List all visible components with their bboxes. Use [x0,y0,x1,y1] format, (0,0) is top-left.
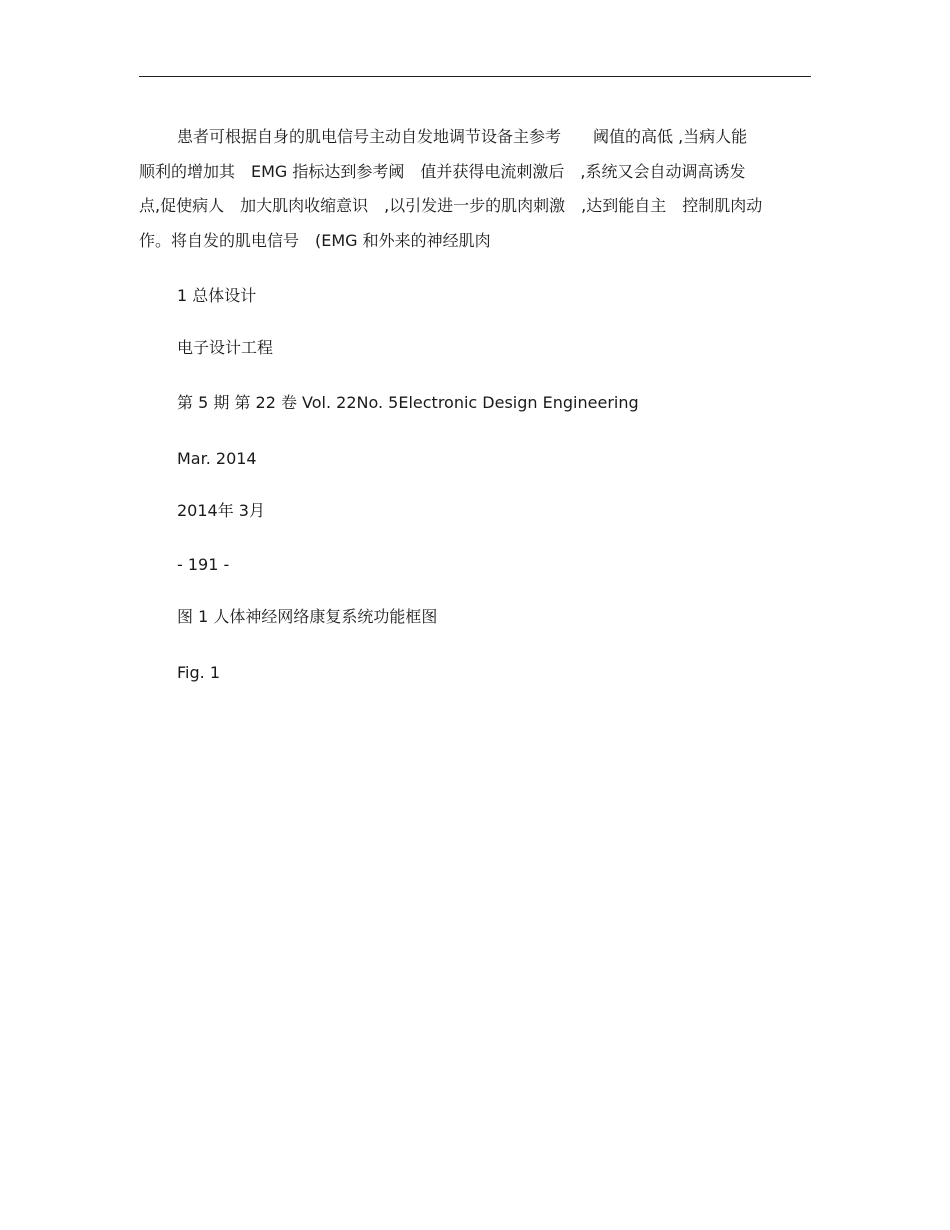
body-paragraph [139,120,811,258]
paragraph-line-4: 作。将自发的肌电信号 (EMG 和外来的神经肌肉 [139,230,491,250]
date-en: Mar. 2014 [177,449,257,468]
paragraph-line-3: 点,促使病人 加大肌肉收缩意识 ,以引发进一步的肌肉刺激 ,达到能自主 控制肌肉动 [139,196,763,215]
header-rule [139,76,811,77]
paragraph-line-2: 顺利的增加其 EMG 指标达到参考阈 值并获得电流刺激后 ,系统又会自动调高诱发 [139,161,746,181]
page-number: - 191 - [177,555,230,574]
paragraph-line-1: 患者可根据自身的肌电信号主动自发地调节设备主参考 阈值的高低 ,当病人能 [177,127,748,146]
date-cn: 2014年 3月 [177,501,265,520]
journal-name-cn: 电子设计工程 [177,338,274,357]
issue-volume-line: 第 5 期 第 22 卷 Vol. 22No. 5Electronic Design Engineering [177,393,639,412]
section-heading: 1 总体设计 [177,286,257,305]
figure-caption-en: Fig. 1 [177,663,220,682]
figure-caption-cn: 图 1 人体神经网络康复系统功能框图 [177,607,438,626]
